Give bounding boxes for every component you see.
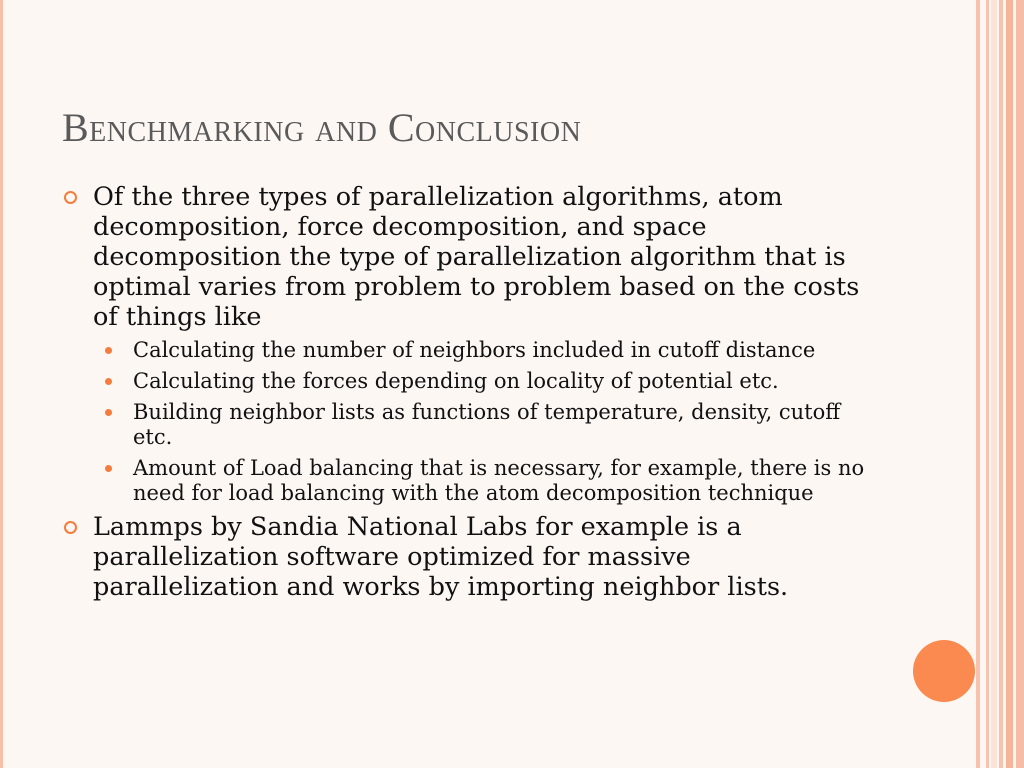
bullet-1 [64,182,884,332]
sub-bullet-1 [64,338,884,363]
decorative-stripes [976,0,1024,768]
bullet-marker-icon [64,191,77,204]
sub-bullet-3-text: Building neighbor lists as functions of temperature, density, cutoff etc. [133,400,841,449]
left-border [0,0,3,768]
sub-bullet-4-text: Amount of Load balancing that is necessary, for example, there is no need for load balancing with the atom decomposition technique [133,456,865,505]
sub-bullet-1-text: Calculating the number of neighbors included in cutoff distance [133,338,816,362]
slide-content [64,182,884,608]
sub-bullet-marker-icon [105,347,112,354]
sub-bullet-list [64,338,884,506]
bullet-1-text: Of the three types of parallelization algorithms, atom decomposition, force decomposition, and space decomposition the type of parallelization algorithm that is optimal varies from problem to problem based on the costs of things like [93,182,860,332]
bullet-2-text: Lammps by Sandia National Labs for example is a parallelization software optimized for massive parallelization and works by importing neighbor lists. [93,512,789,602]
sub-bullet-marker-icon [105,465,112,472]
slide-title: Benchmarking and Conclusion [62,105,582,150]
bullet-marker-icon [64,521,77,534]
sub-bullet-marker-icon [105,378,112,385]
bullet-2 [64,512,884,602]
decorative-circle [913,640,975,702]
sub-bullet-2 [64,369,884,394]
sub-bullet-3 [64,400,884,450]
sub-bullet-2-text: Calculating the forces depending on locality of potential etc. [133,369,779,393]
sub-bullet-4 [64,456,884,506]
sub-bullet-marker-icon [105,409,112,416]
